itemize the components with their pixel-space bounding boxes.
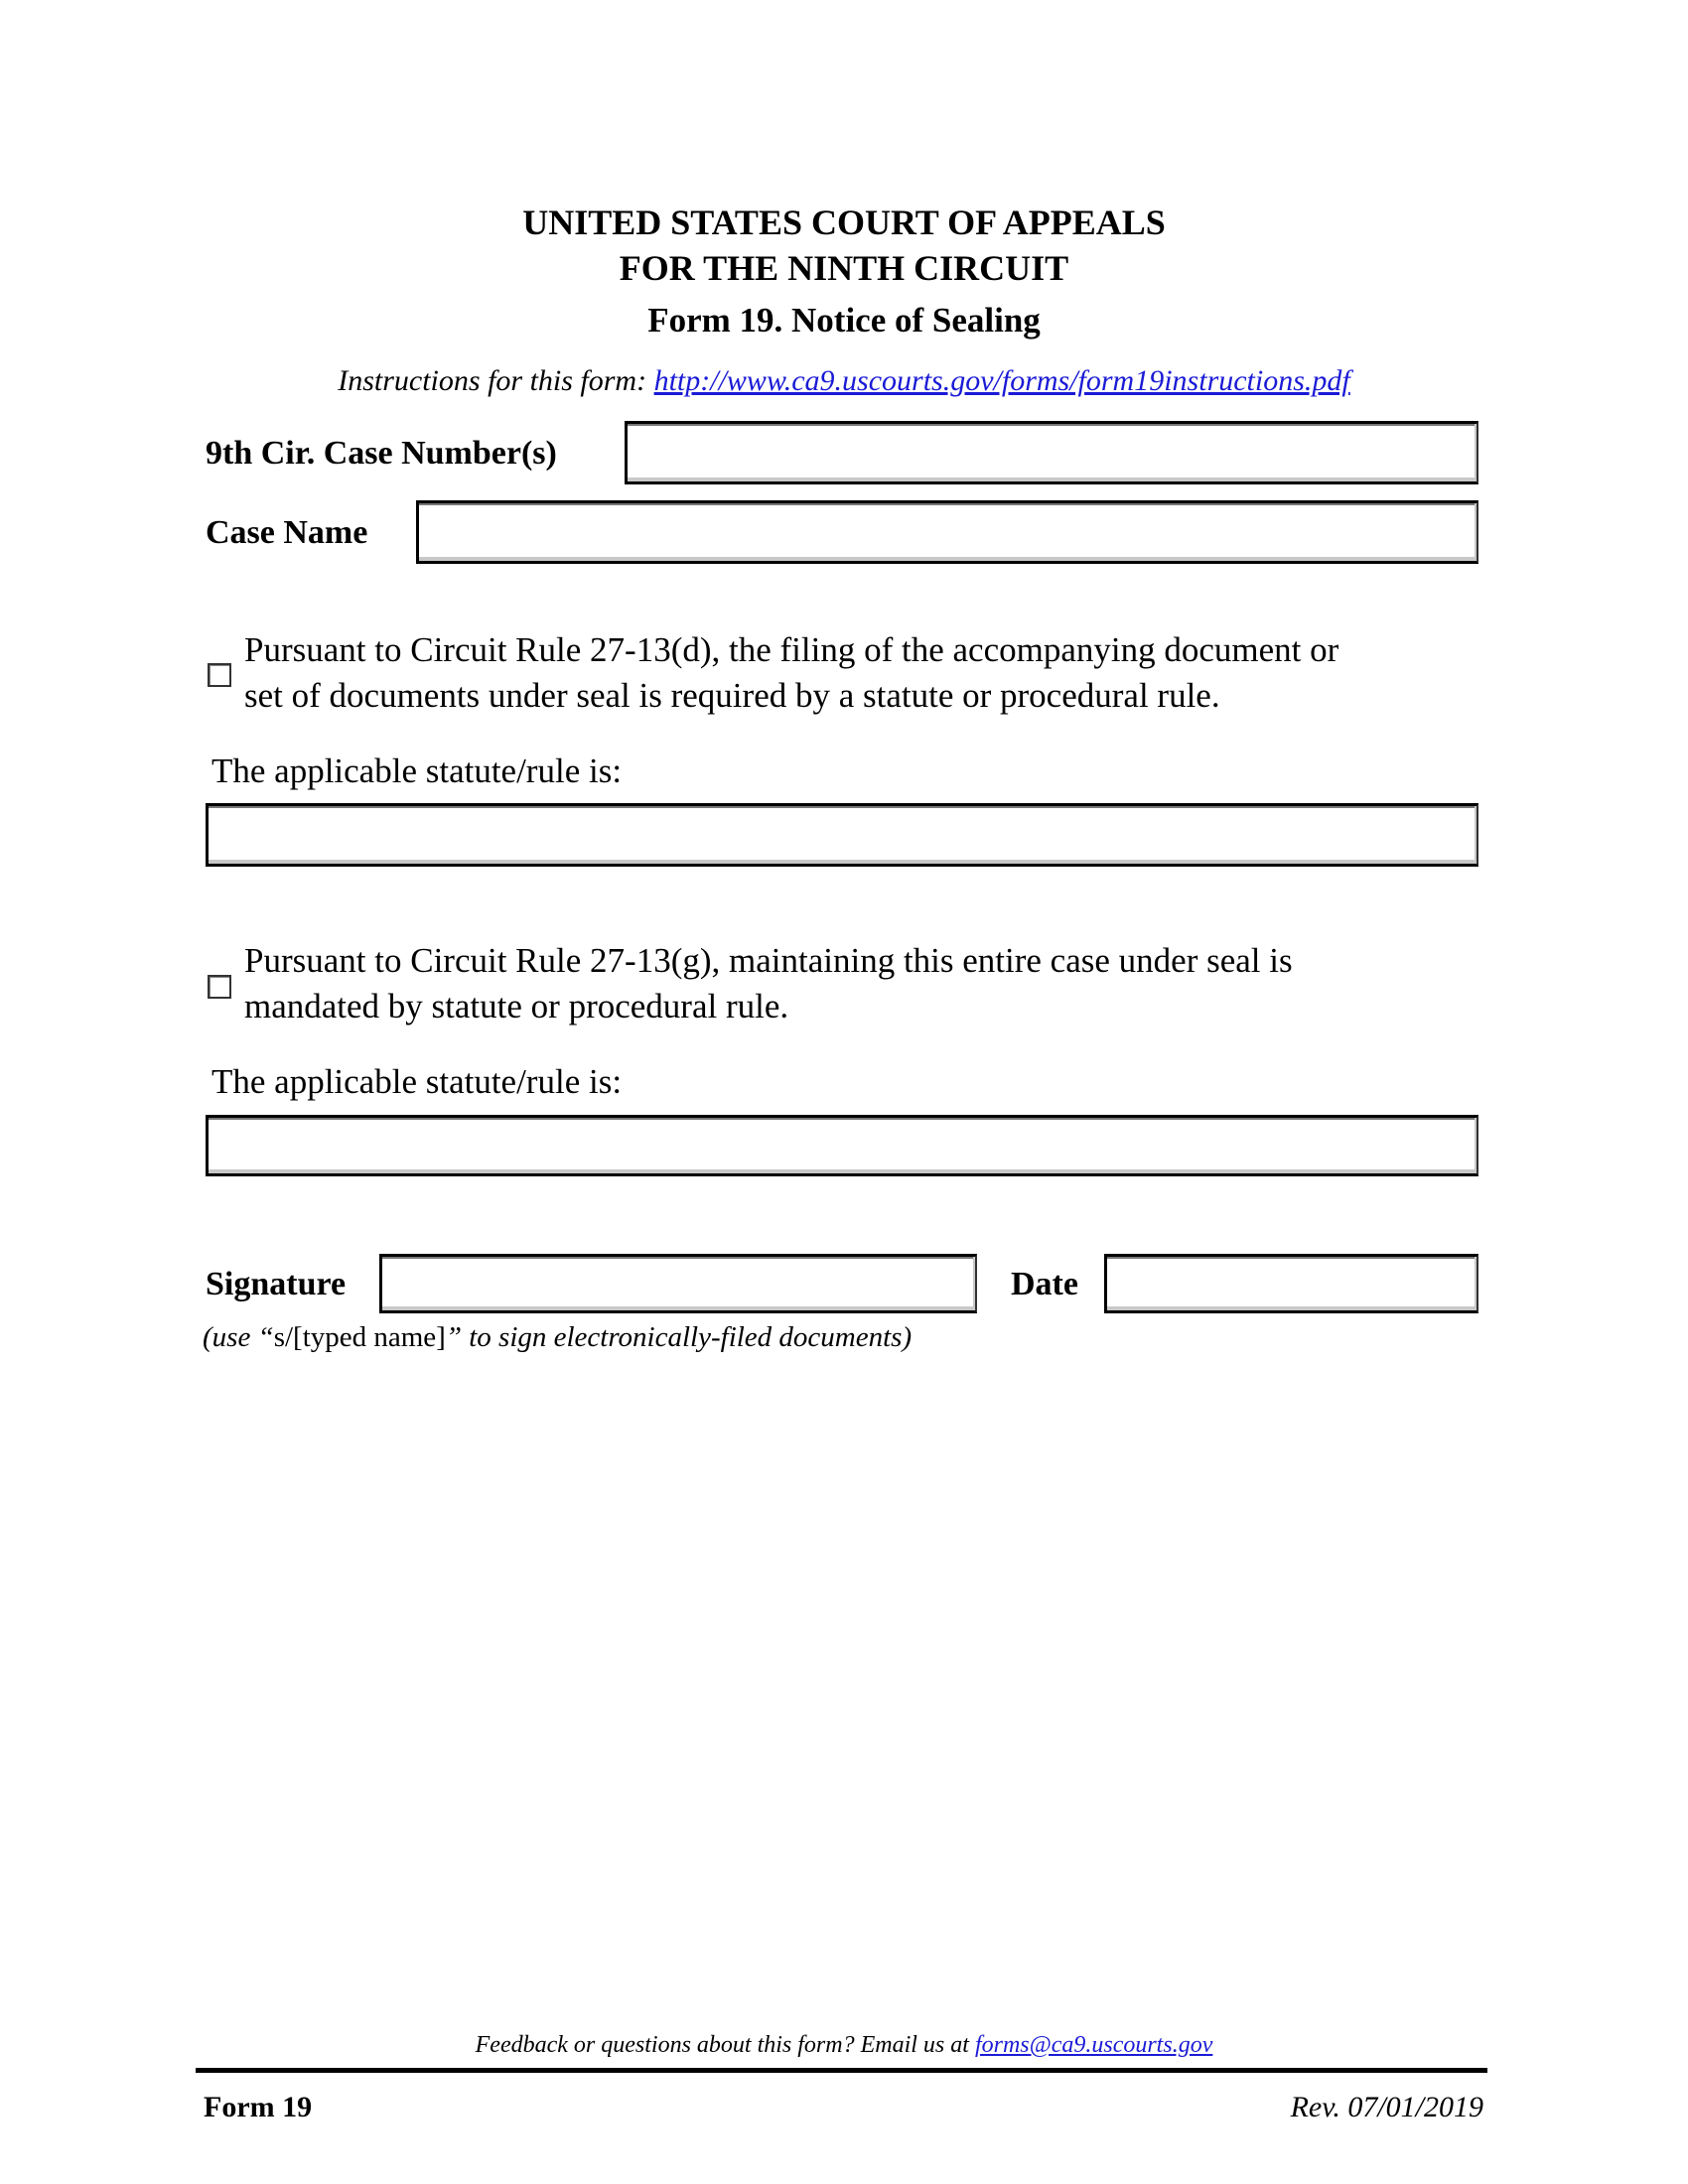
rule-27-13g-text-line1: Pursuant to Circuit Rule 27-13(g), maintaining this entire case under seal is [244,941,1293,980]
case-number-input[interactable] [625,421,1478,484]
case-name-label: Case Name [206,514,368,551]
case-number-label: 9th Cir. Case Number(s) [206,435,557,472]
note-suffix: ” to sign electronically-filed documents) [445,1321,913,1353]
date-label: Date [1011,1266,1078,1302]
note-typed-name: s/[typed name] [273,1321,446,1353]
statute-input-1[interactable] [206,803,1478,867]
feedback-line [0,2032,1688,2059]
rule-27-13d-checkbox[interactable] [208,663,231,687]
instructions-prefix: Instructions for this form: [338,364,647,397]
rule-27-13d-text-line1: Pursuant to Circuit Rule 27-13(d), the filing of the accompanying document or [244,630,1339,669]
statute-input-2[interactable] [206,1115,1478,1176]
form-title: Form 19. Notice of Sealing [647,301,1041,340]
feedback-prefix: Feedback or questions about this form? Email us at [475,2032,975,2058]
rule-27-13g-text-line2: mandated by statute or procedural rule. [244,987,789,1025]
instructions-link[interactable]: http://www.ca9.uscourts.gov/forms/form19instructions.pdf [653,364,1350,397]
note-prefix: (use “ [203,1321,274,1353]
signature-note [203,1321,912,1354]
case-name-input[interactable] [416,500,1478,564]
court-name-line2: FOR THE NINTH CIRCUIT [619,248,1069,288]
instructions-line [0,364,1688,398]
revision-date: Rev. 07/01/2019 [1290,2091,1483,2123]
form-number: Form 19 [204,2091,313,2123]
feedback-email-link[interactable]: forms@ca9.uscourts.gov [974,2032,1213,2058]
court-name-line1: UNITED STATES COURT OF APPEALS [522,203,1166,242]
signature-label: Signature [206,1266,347,1302]
footer-divider [196,2068,1487,2073]
statute-label-2: The applicable statute/rule is: [211,1062,623,1101]
statute-label-1: The applicable statute/rule is: [211,751,623,790]
rule-27-13g-checkbox[interactable] [208,975,231,999]
signature-input[interactable] [379,1254,977,1313]
rule-27-13d-text-line2: set of documents under seal is required by a statute or procedural rule. [244,676,1220,715]
date-input[interactable] [1104,1254,1478,1313]
